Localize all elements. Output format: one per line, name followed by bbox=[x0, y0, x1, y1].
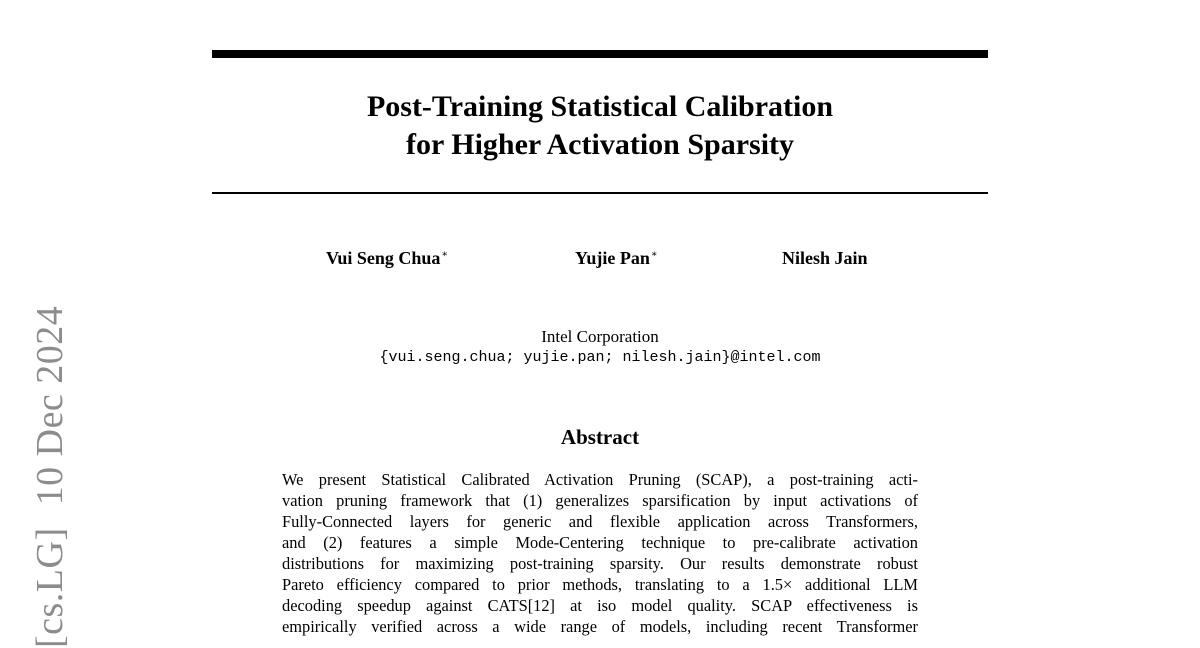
author-name: Nilesh Jain bbox=[782, 248, 868, 268]
author-name: Vui Seng Chua bbox=[326, 248, 441, 268]
author-footnote-mark: ∗ bbox=[650, 249, 658, 260]
abstract-line: distributions for maximizing post-training sparsity. Our results demonstrate robust bbox=[282, 554, 918, 573]
abstract-line: Pareto efficiency compared to prior methods, translating to a 1.5× additional LLM bbox=[282, 575, 918, 594]
affiliation: Intel Corporation bbox=[541, 327, 659, 346]
paper-title bbox=[212, 88, 988, 164]
author-emails: {vui.seng.chua; yujie.pan; nilesh.jain}@intel.com bbox=[379, 349, 821, 366]
abstract-line: and (2) features a simple Mode-Centering technique to pre-calibrate activation bbox=[282, 533, 918, 552]
author bbox=[326, 248, 448, 269]
abstract-heading: Abstract bbox=[560, 425, 640, 449]
abstract-line: decoding speedup against CATS[12] at iso model quality. SCAP effectiveness is bbox=[282, 596, 918, 615]
abstract-line: empirically verified across a wide range of models, including recent Transformer bbox=[282, 617, 918, 636]
abstract-body bbox=[282, 469, 918, 637]
title-line: for Higher Activation Sparsity bbox=[405, 128, 795, 161]
abstract-line: We present Statistical Calibrated Activation Pruning (SCAP), a post-training acti- bbox=[282, 470, 918, 489]
arxiv-date: 10 Dec 2024 bbox=[29, 305, 71, 506]
abstract-line: Fully-Connected layers for generic and flexible application across Transformers, bbox=[282, 512, 918, 531]
author bbox=[782, 248, 868, 269]
abstract-line: vation pruning framework that (1) generalizes sparsification by input activations of bbox=[282, 491, 918, 510]
arxiv-category: [cs.LG] bbox=[29, 527, 71, 648]
title-bottom-rule bbox=[212, 192, 988, 194]
author-list bbox=[0, 248, 1200, 272]
title-line: Post-Training Statistical Calibration bbox=[366, 90, 834, 123]
author-footnote-mark: ∗ bbox=[441, 249, 449, 260]
author bbox=[575, 248, 658, 269]
arxiv-stamp bbox=[24, 284, 76, 648]
title-top-rule bbox=[212, 50, 988, 58]
author-name: Yujie Pan bbox=[575, 248, 650, 268]
